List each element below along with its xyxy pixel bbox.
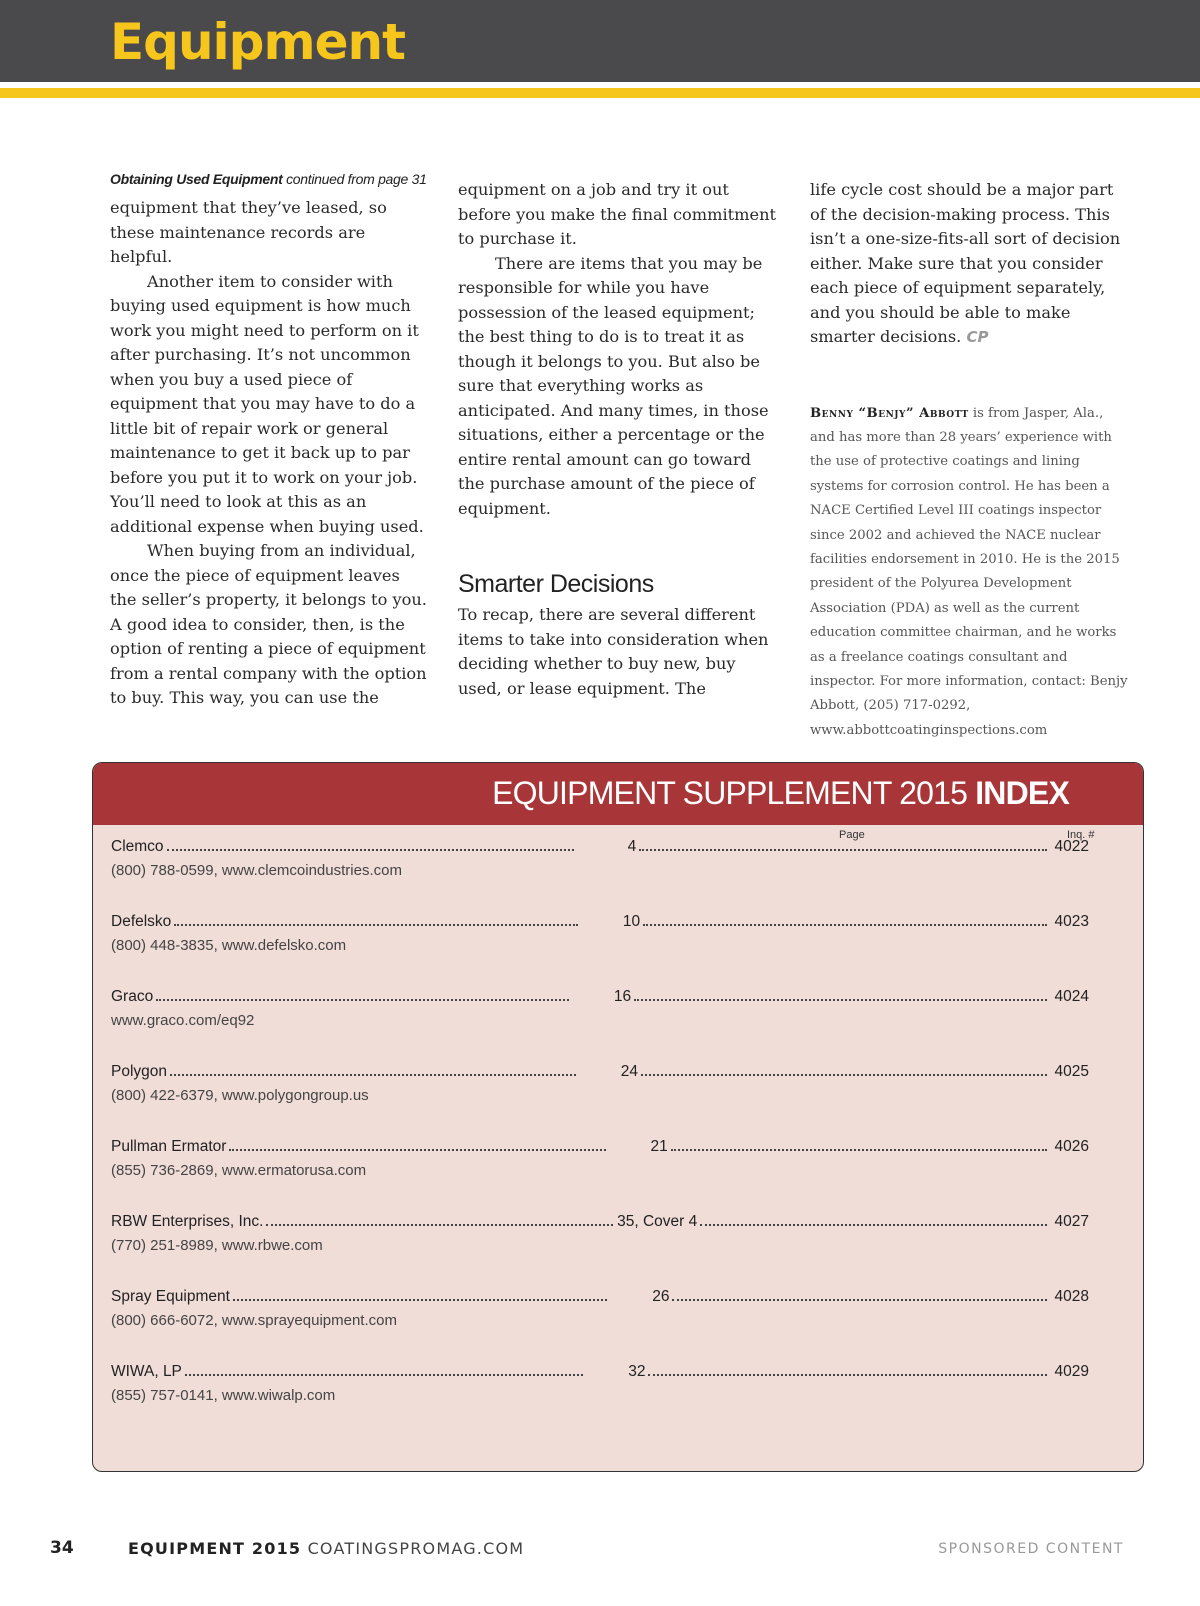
article-column-2 [458, 178, 778, 701]
inquiry-number: 4023 [1054, 913, 1089, 930]
page-ref: 16 [613, 988, 632, 1005]
section-title: Equipment [110, 13, 405, 71]
supplement-index [92, 762, 1144, 1472]
inquiry-number: 4027 [1054, 1213, 1089, 1230]
index-entry [111, 1360, 1089, 1408]
end-mark-icon: CP [966, 328, 989, 346]
advertiser-contact: (855) 736-2869, www.ermatorusa.com [111, 1162, 367, 1179]
paragraph-text: life cycle cost should be a major part of the decision-making process. This isn’t a one-size-fits-all sort of decision either. Make sure that you consider each piece of equipment separately, and you should be able to make smarter decisions. [810, 180, 1121, 346]
page-ref: 10 [622, 913, 641, 930]
page-ref: 32 [628, 1363, 646, 1380]
index-entry [111, 835, 1089, 883]
issue-name: EQUIPMENT 2015 [128, 1539, 302, 1558]
advertiser-name: Pullman Ermator [111, 1138, 227, 1155]
leader-dots [671, 1149, 1047, 1151]
leader-dots [672, 1299, 1047, 1301]
website-link[interactable]: COATINGSPROMAG.COM [307, 1539, 525, 1558]
paragraph-final [810, 178, 1130, 350]
sponsored-label: SPONSORED CONTENT [938, 1541, 1124, 1557]
leader-dots [167, 849, 575, 851]
index-title-bold: INDEX [975, 775, 1069, 811]
index-header [93, 763, 1143, 825]
continued-text: continued from page 31 [282, 171, 427, 187]
column-header-page: Page [839, 829, 865, 841]
leader-dots [639, 849, 1047, 851]
bio-text: is from Jasper, Ala., and has more than 28 years’ experience with the use of protective coatings and lining systems for corrosion control. He has been a NACE Certified Level III coatings inspector since 2002 and achieved the NACE nuclear facilities endorsement in 2010. He is the 2015 president of the Polyurea Development Association (PDA) as well as the current education committee chairman, and he works as a freelance coatings consultant and inspector. For more information, contact: Benjy Abbott, (205) 717-0292, www.abbottcoatinginspections.com [810, 405, 1128, 738]
leader-dots [641, 1074, 1047, 1076]
advertiser-contact: (800) 448-3835, www.defelsko.com [111, 937, 347, 954]
leader-dots [229, 1149, 605, 1151]
advertiser-name: WIWA, LP [111, 1363, 182, 1380]
paragraph: When buying from an individual, once the piece of equipment leaves the seller’s property, it belongs to you. A good idea to consider, then, is the option of renting a piece of equipment from a rental company with the option to buy. This way, you can use the [110, 541, 427, 707]
advertiser-name: Spray Equipment [111, 1288, 230, 1305]
advertiser-contact: www.graco.com/eq92 [111, 1012, 255, 1029]
inquiry-number: 4029 [1054, 1363, 1089, 1380]
advertiser-name: Graco [111, 988, 154, 1005]
leader-dots [174, 924, 578, 926]
leader-dots [185, 1374, 584, 1376]
page-ref: 35, Cover 4 [617, 1213, 698, 1230]
leader-dots [648, 1374, 1047, 1376]
author-name: Benny “Benjy” Abbott [810, 405, 969, 421]
advertiser-name: Clemco [111, 838, 164, 855]
paragraph: equipment that they’ve leased, so these maintenance records are helpful. [110, 198, 387, 266]
continued-title: Obtaining Used Equipment [110, 171, 283, 187]
advertiser-name: RBW Enterprises, Inc. [111, 1213, 264, 1230]
leader-dots [170, 1074, 576, 1076]
header-accent-stripe [0, 88, 1200, 98]
page-ref: 21 [650, 1138, 668, 1155]
index-entry [111, 910, 1089, 958]
column-header-inquiry: Inq. # [1067, 829, 1095, 841]
article-column-1 [110, 170, 430, 711]
leader-dots [700, 1224, 1047, 1226]
advertiser-contact: (800) 422-6379, www.polygongroup.us [111, 1087, 369, 1104]
page-footer [0, 1538, 1200, 1568]
index-entry [111, 1210, 1089, 1258]
index-entry [111, 1060, 1089, 1108]
advertiser-name: Polygon [111, 1063, 168, 1080]
inquiry-number: 4024 [1054, 988, 1089, 1005]
subheading: Smarter Decisions [458, 570, 654, 598]
advertiser-contact: (770) 251-8989, www.rbwe.com [111, 1237, 323, 1254]
author-bio [810, 402, 1130, 744]
advertiser-name: Defelsko [111, 913, 172, 930]
paragraph: equipment on a job and try it out before you make the final commitment to purchase it. [458, 180, 777, 248]
paragraph: There are items that you may be responsible for while you have possession of the leased equipment; the best thing to do is to treat it as though it belongs to you. But also be sure that everything works as anticipated. And many times, in those situations, either a percentage or the entire rental amount can go toward the purchase amount of the piece of equipment. [458, 253, 769, 518]
paragraph: To recap, there are several different items to take into consideration when deciding whether to buy new, buy used, or lease equipment. The [458, 605, 769, 698]
leader-dots [156, 999, 569, 1001]
index-title [492, 775, 1069, 812]
leader-dots [266, 1224, 613, 1226]
page-number: 34 [50, 1538, 74, 1558]
header-bar [0, 0, 1200, 82]
inquiry-number: 4025 [1054, 1063, 1090, 1080]
issue-label [128, 1539, 524, 1558]
continued-note [110, 170, 430, 188]
advertiser-contact: (800) 788-0599, www.clemcoindustries.com [111, 862, 402, 879]
paragraph: Another item to consider with buying used equipment is how much work you might need to perform on it after purchasing. It’s not uncommon when you buy a used piece of equipment that you may have to do a little bit of repair work or general maintenance to get it back up to par before you put it to work on your job. You’ll need to look at this as an additional expense when buying used. [110, 271, 424, 536]
page-ref: 26 [652, 1288, 670, 1305]
leader-dots [643, 924, 1047, 926]
page-ref: 24 [620, 1063, 639, 1080]
leader-dots [233, 1299, 608, 1301]
index-entry [111, 985, 1089, 1033]
index-title-light: EQUIPMENT SUPPLEMENT 2015 [492, 775, 976, 811]
inquiry-number: 4022 [1054, 838, 1090, 855]
inquiry-number: 4028 [1054, 1288, 1089, 1305]
index-entry [111, 1285, 1089, 1333]
article-column-3 [810, 178, 1130, 743]
index-entry [111, 1135, 1089, 1183]
advertiser-contact: (855) 757-0141, www.wiwalp.com [111, 1387, 336, 1404]
inquiry-number: 4026 [1054, 1138, 1089, 1155]
page-ref: 4 [627, 838, 637, 855]
advertiser-contact: (800) 666-6072, www.sprayequipment.com [111, 1312, 397, 1329]
leader-dots [634, 999, 1047, 1001]
